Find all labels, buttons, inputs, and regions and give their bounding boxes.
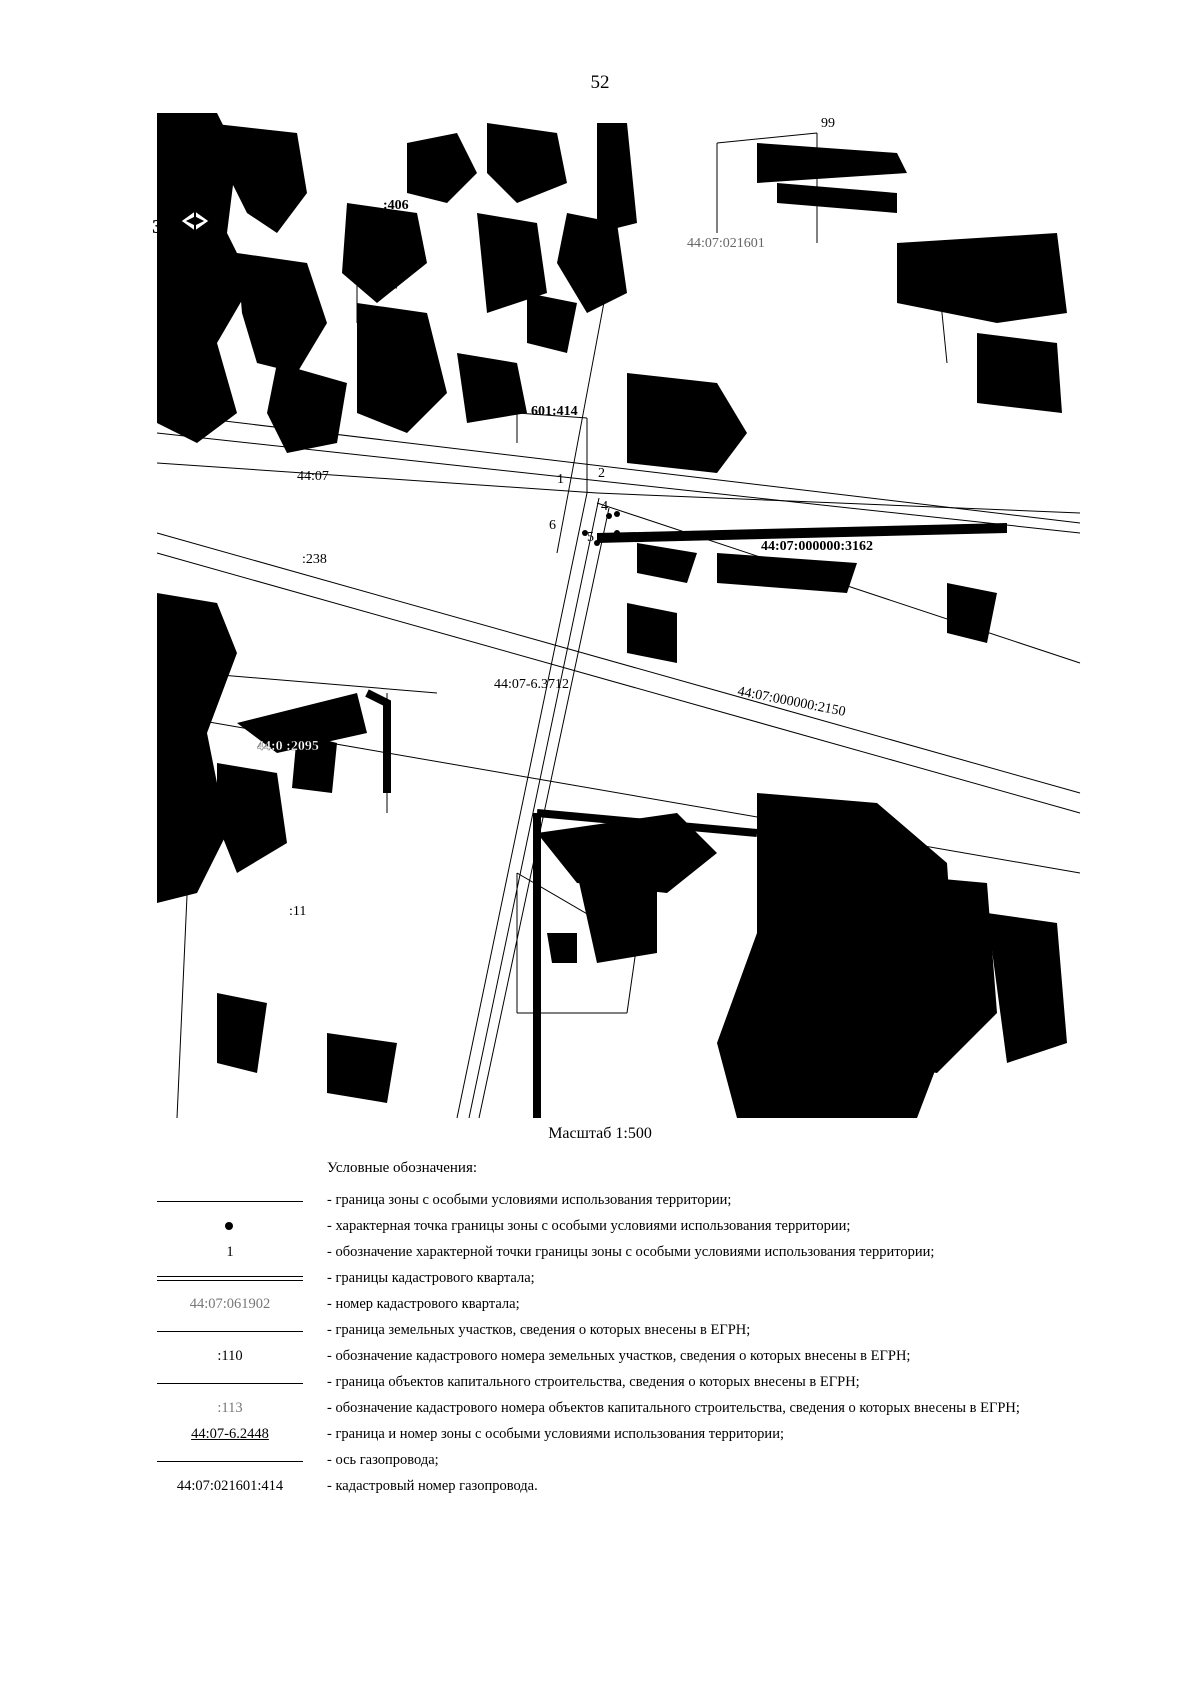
label-building-3162: 44:07:000000:3162 [761,539,873,554]
label-99: 99 [821,116,835,131]
label-point-2: 2 [598,466,605,481]
legend-text: - кадастровый номер газопровода. [327,1478,538,1494]
legend-text: - обозначение характерной точки границы зоны с особыми условиями использования территории; [327,1244,935,1260]
point-dot-icon [225,1222,233,1230]
label-parcel-238: :238 [302,552,327,567]
legend-symbol: 1 [226,1244,234,1260]
cadastral-map[interactable] [152,113,1080,1118]
legend-symbol: 44:07-6.2448 [191,1426,269,1442]
zone-point-4 [614,530,620,536]
legend-row-building-boundary [157,1370,1097,1396]
legend-symbol: 44:07:021601:414 [176,1478,284,1494]
legend-row-gas-axis [157,1448,1097,1474]
label-parcel-406: :406 [383,198,409,213]
legend-symbol: 44:07:061902 [189,1296,271,1312]
legend-row-zone-point [157,1214,1097,1240]
map-canvas [152,113,1080,1118]
legend-row-zone-boundary [157,1188,1097,1214]
legend-row-parcel-number [157,1344,1097,1370]
legend-text: - обозначение кадастрового номера объектов капитального строительства, сведения о которых внесены в ЕГРН; [327,1400,1020,1416]
legend-row-quarter-boundary [157,1266,1097,1292]
label-quarter-021601: 44:07:021601 [687,236,765,251]
legend-row-zone-number [157,1422,1097,1448]
label-parcel-2095: 44:0 :2095 [257,739,319,754]
label-parcel-11: :11 [289,904,307,919]
label-point-4: 4 [601,499,608,514]
map-scale: Масштаб 1:500 [548,1125,652,1142]
compass-west-label: З [152,216,163,238]
legend-row-building-number [157,1396,1097,1422]
legend-symbol [157,1214,303,1240]
label-point-6: 6 [549,518,556,533]
orthophoto-blobs [157,113,1067,1118]
legend-text: - ось газопровода; [327,1452,439,1468]
label-point-1: 1 [557,472,564,487]
zone-point-5 [594,540,600,546]
legend-text: - граница зоны с особыми условиями использования территории; [327,1192,732,1208]
legend-text: - номер кадастрового квартала; [327,1296,520,1312]
legend-row-quarter-number [157,1292,1097,1318]
legend-text: - граница земельных участков, сведения о которых внесены в ЕГРН; [327,1322,751,1338]
legend-symbol [157,1448,303,1474]
legend-row-parcel-boundary [157,1318,1097,1344]
legend-text: - граница объектов капитального строительства, сведения о которых внесены в ЕГРН; [327,1374,860,1390]
legend-symbol [157,1370,303,1396]
legend-symbol [157,1188,303,1214]
label-zone-3712: 44:07-6.3712 [494,677,570,692]
label-79-top: 79 [157,114,171,129]
legend-title: Условные обозначения: [327,1160,478,1176]
legend-text: - граница и номер зоны с особыми условиями использования территории; [327,1426,784,1442]
legend-symbol: :113 [217,1400,243,1416]
compass-south-label: Ю [187,328,210,350]
label-parcel-377: :377 [675,916,701,931]
label-point-5: 5 [587,530,594,545]
zone-point-2 [614,511,620,517]
legend-text: - обозначение кадастрового номера земельных участков, сведения о которых внесены в ЕГРН; [327,1348,911,1364]
legend-symbol [157,1318,303,1344]
page-number: 52 [590,72,610,93]
legend-text: - границы кадастрового квартала; [327,1270,535,1286]
legend-symbol: :110 [217,1348,243,1364]
building-377-outline [367,693,757,1118]
label-building-2150: 44:07:000000:2150 [736,684,847,720]
label-gas-pipe-414: 601:414 [531,404,578,419]
legend-text: - характерная точка границы зоны с особыми условиями использования территории; [327,1218,851,1234]
label-road-left: 44:07 [297,469,329,484]
legend-row-point-label [157,1240,1097,1266]
legend-row-gas-number [157,1474,1097,1500]
legend-symbol [157,1266,303,1292]
